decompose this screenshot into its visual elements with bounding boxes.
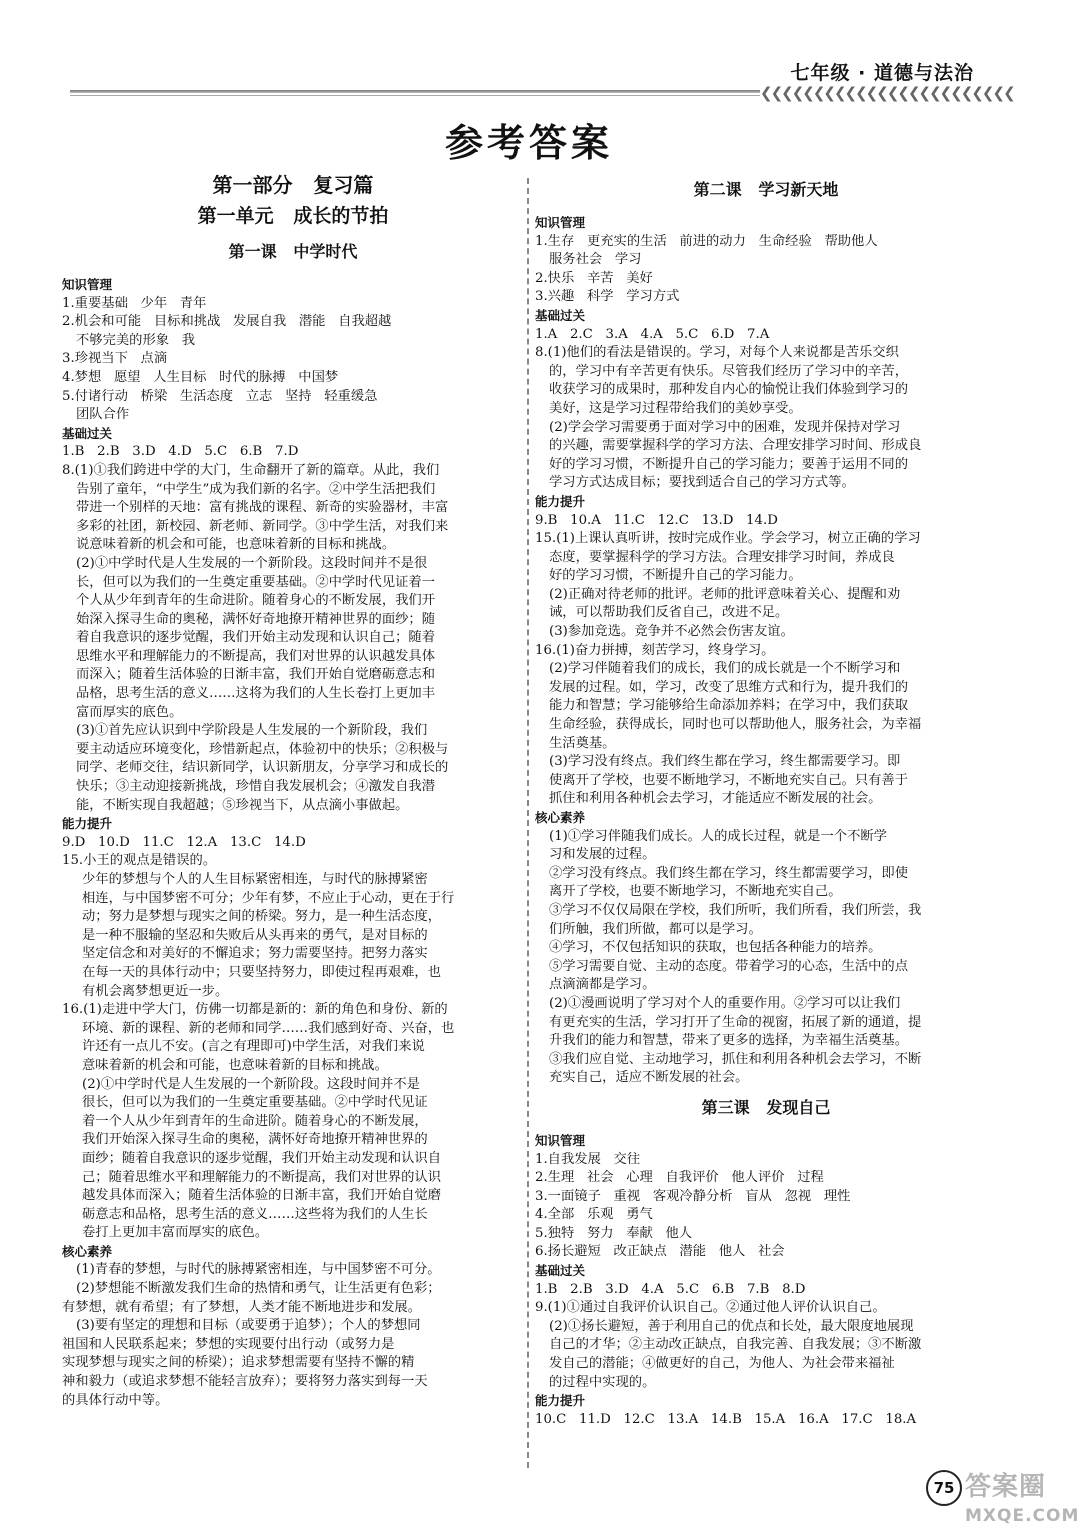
answer-line: 的具体行动中等。	[62, 1392, 169, 1408]
watermark-logo	[965, 1470, 1079, 1536]
answer-line: (2)学会学习需要勇于面对学习中的困难，发现并保持对学习	[549, 419, 901, 435]
answer-line: 诫，可以帮助我们反省自己，改进不足。	[549, 605, 789, 621]
page-number: 75	[926, 1470, 962, 1506]
answer-line: 15.(1)上课认真听讲，按时完成作业。学会学习，树立正确的学习	[535, 531, 921, 547]
answer-line: 8.(1)他们的看法是错误的。学习，对每个人来说都是苦乐交织	[535, 345, 899, 361]
answer-line: 少年的梦想与个人的人生目标紧密相连，与时代的脉搏紧密	[82, 872, 428, 887]
answer-line: 抓住和利用各种机会去学习，才能适应不断发展的社会。	[549, 791, 882, 807]
answer-line: 长，但可以为我们的一生奠定重要基础。②中学时代见证着一	[76, 574, 436, 590]
header-subject: 七年级 · 道德与法治	[790, 62, 974, 84]
answer-line: 1.自我发展 交往	[535, 1151, 641, 1167]
answer-line: (2)①漫画说明了学习对个人的重要作用。②学习可以让我们	[549, 995, 901, 1011]
header-chevrons: ❮❮❮❮❮❮❮❮❮❮❮❮❮❮❮❮❮❮❮❮❮❮❮❮	[760, 84, 1014, 102]
section-label: 基础过关	[535, 1263, 586, 1279]
answer-line: 9.B 10.A 11.C 12.C 13.D 14.D	[535, 512, 778, 528]
answer-line: 使离开了学校，也要不断地学习，不断地充实自己。只有善于	[549, 772, 909, 788]
section-label: 知识管理	[62, 277, 113, 292]
answer-line: 着一个人从少年到青年的生命进阶。随着身心的不断发展，	[82, 1113, 428, 1129]
answer-line: 态度，要掌握科学的学习方法。合理安排学习时间，养成良	[549, 549, 895, 565]
right-column	[535, 170, 997, 1429]
answer-line: 发自己的潜能；④做更好的自己，为他人、为社会带来福祉	[549, 1356, 895, 1372]
answer-line: 在每一天的具体行动中；只要坚持努力，即使过程再艰难，也	[82, 964, 442, 980]
answer-line: 1.生存 更充实的生活 前进的动力 生命经验 帮助他人	[535, 233, 878, 249]
answer-line: 4.梦想 愿望 人生目标 时代的脉搏 中国梦	[62, 369, 339, 385]
section-label: 基础过关	[535, 307, 586, 323]
answer-line: 16.(1)走进中学大门，仿佛一切都是新的：新的角色和身份、新的	[62, 1002, 448, 1018]
column-divider	[527, 178, 529, 1468]
answer-line: 2.快乐 辛苦 美好	[535, 270, 653, 286]
answer-line: 5.独特 努力 奉献 他人	[535, 1225, 693, 1241]
answer-line: 习和发展的过程。	[549, 847, 656, 863]
answer-line: 3.一面镜子 重视 客观冷静分析 盲从 忽视 理性	[535, 1188, 851, 1204]
unit-heading: 第一单元 成长的节拍	[197, 205, 389, 227]
answer-line: 充实自己，适应不断发展的社会。	[549, 1070, 749, 1086]
answer-line: 2.生理 社会 心理 自我评价 他人评价 过程	[535, 1170, 824, 1186]
answer-line: 坚定信念和对美好的不懈追求；努力需要坚持。把努力落实	[82, 946, 428, 962]
answer-line: 能力和智慧；学习能够给生命添加养料；在学习中，我们获取	[549, 698, 909, 714]
answer-line: 个人从少年到青年的生命进阶。随着身心的不断发展，我们开	[76, 593, 436, 609]
section-label: 能力提升	[62, 816, 113, 832]
answer-line: (3)要有坚定的理想和目标（或要勇于追梦）；个人的梦想同	[76, 1318, 421, 1334]
answer-line: 9.D 10.D 11.C 12.A 13.C 14.D	[62, 834, 306, 850]
part-heading: 第一部分 复习篇	[212, 173, 374, 197]
answer-line: 能，不断实现自我超越；⑤珍视当下，从点滴小事做起。	[76, 797, 409, 813]
answer-line: 4.全部 乐观 勇气	[535, 1207, 653, 1223]
header-rule	[70, 90, 760, 93]
answer-line: 点滴滴都是学习。	[549, 977, 656, 993]
answer-line: 快乐；③主动迎接新挑战，珍惜自我发展机会；④激发自我潜	[76, 779, 436, 795]
answer-line: 是一种不服输的坚忍和失败后从头再来的勇气，是对目标的	[82, 927, 428, 943]
answer-line: 1.B 2.B 3.D 4.D 5.C 6.B 7.D	[62, 444, 299, 460]
answer-line: 神和毅力（或追求梦想不能轻言放弃）；要将努力落实到每一天	[62, 1374, 428, 1390]
watermark-url: MXQE.COM	[965, 1506, 1079, 1526]
answer-line: 9.(1)①通过自我评价认识自己。②通过他人评价认识自己。	[535, 1300, 886, 1316]
answer-line: (3)学习没有终点。我们终生都在学习，终生都需要学习。即	[549, 754, 901, 770]
answer-line: 实现梦想与现实之间的桥梁）；追求梦想需要有坚持不懈的精	[62, 1355, 415, 1371]
answer-line: 而深入；随着生活体验的日渐丰富，我们开始自觉磨砺意志和	[76, 667, 436, 683]
answer-line: 砺意志和品格，思考生活的意义……这些将为我们的人生长	[82, 1206, 428, 1222]
answer-line: 思维水平和理解能力的不断提高，我们对世界的认识越发具体	[76, 648, 436, 664]
lesson-heading: 第三课 发现自己	[701, 1097, 831, 1117]
answer-line: 富而厚实的底色。	[76, 704, 183, 720]
answer-line: 我们开始深入探寻生命的奥秘，满怀好奇地撩开精神世界的	[82, 1132, 428, 1148]
section-label: 能力提升	[535, 493, 586, 509]
answer-line: (2)正确对待老师的批评。老师的批评意味着关心、提醒和劝	[549, 586, 901, 602]
answer-line: 16.(1)奋力拼搏，刻苦学习，终身学习。	[535, 642, 775, 658]
answer-line: ②学习没有终点。我们终生都在学习，终生都需要学习，即使	[549, 865, 909, 881]
section-label: 核心素养	[62, 1243, 113, 1259]
answer-line: 服务社会 学习	[549, 252, 642, 268]
answer-line: (3)①首先应认识到中学阶段是人生发展的一个新阶段，我们	[76, 723, 428, 739]
answer-line: 同学、老师交往，结识新同学，认识新朋友，分享学习和成长的	[76, 760, 449, 776]
answer-line: 有机会离梦想更近一步。	[82, 983, 229, 999]
answer-line: 多彩的社团，新校园、新老师、新同学。③中学生活，对我们来	[76, 518, 449, 534]
answer-line: 2.机会和可能 目标和挑战 发展自我 潜能 自我超越	[62, 314, 392, 330]
answer-line: 8.(1)①我们跨进中学的大门，生命翻开了新的篇章。从此，我们	[62, 462, 440, 478]
answer-line: 不够完美的形象 我	[76, 332, 196, 348]
answer-line: 10.C 11.D 12.C 13.A 14.B 15.A 16.A 17.C 18.A	[535, 1411, 917, 1427]
answer-line: 自己的才华；②主动改正缺点，自我完善、自我发展；③不断激	[549, 1337, 922, 1353]
answer-line: 说意味着新的机会和可能，也意味着新的目标和挑战。	[76, 537, 396, 553]
section-label: 知识管理	[535, 215, 586, 230]
answer-line: ③我们应自觉、主动地学习，抓住和利用各种机会去学习，不断	[549, 1051, 922, 1067]
answer-line: 团队合作	[76, 407, 130, 423]
answer-line: 升我们的能力和智慧，带来了更多的选择，为幸福生活奠基。	[549, 1033, 909, 1049]
answer-line: 生活奠基。	[549, 735, 616, 751]
answer-line: 3.兴趣 科学 学习方式	[535, 289, 680, 305]
answer-line: 许还有一点儿不安。(言之有理即可)中学生活，对我们来说	[82, 1039, 425, 1055]
watermark-text: 答案圈	[965, 1472, 1047, 1502]
answer-line: 1.重要基础 少年 青年	[62, 295, 207, 311]
answer-line: 收获学习的成果时，那种发自内心的愉悦让我们体验到学习的	[549, 382, 909, 398]
answer-line: 好的学习习惯，不断提升自己的学习能力；要善于运用不同的	[549, 456, 909, 472]
answer-line: (2)①中学时代是人生发展的一个新阶段。这段时间并不是很	[76, 555, 428, 571]
answer-line: 带进一个别样的天地：富有挑战的课程、新奇的实验器材，丰富	[76, 500, 449, 516]
answer-line: (2)①扬长避短，善于利用自己的优点和长处，最大限度地展现	[549, 1318, 914, 1334]
answer-line: 很长，但可以为我们的一生奠定重要基础。②中学时代见证	[82, 1095, 428, 1111]
page-title: 参考答案	[444, 121, 613, 165]
answer-line: (2)梦想能不断激发我们生命的热情和勇气，让生活更有色彩；	[76, 1281, 441, 1297]
answer-line: 要主动适应环境变化，珍惜新起点，体验初中的快乐；②积极与	[76, 741, 449, 757]
answer-line: 有梦想，就有希望；有了梦想，人类才能不断地进步和发展。	[62, 1299, 422, 1315]
answer-line: 5.付诸行动 桥梁 生活态度 立志 坚持 轻重缓急	[62, 388, 378, 404]
answer-line: (2)①中学时代是人生发展的一个新阶段。这段时间并不是	[82, 1076, 420, 1092]
answer-line: 生命经验，获得成长，同时也可以帮助他人，服务社会，为幸福	[549, 717, 922, 733]
answer-line: 15.小王的观点是错误的。	[62, 853, 217, 869]
answer-line: 发展的过程。如，学习，改变了思维方式和行为，提升我们的	[549, 679, 909, 695]
answer-line: ⑤学习需要自觉、主动的态度。带着学习的心态，生活中的点	[549, 958, 909, 974]
answer-line: 有更充实的生活，学习打开了生命的视窗，拓展了新的通道，提	[549, 1014, 922, 1030]
answer-line: 环境、新的课程、新的老师和同学……我们感到好奇、兴奋，也	[82, 1020, 455, 1036]
section-label: 能力提升	[535, 1393, 586, 1409]
answer-line: 面纱；随着自我意识的逐步觉醒，我们开始主动发现和认识自	[82, 1150, 442, 1166]
header-rule-thin	[70, 95, 760, 96]
answer-line: 动；努力是梦想与现实之间的桥梁。努力，是一种生活态度，	[82, 909, 442, 925]
answer-line: 离开了学校，也要不断地学习，不断地充实自己。	[549, 884, 842, 900]
answer-line: 越发具体而深入；随着生活体验的日渐丰富，我们开始自觉磨	[82, 1188, 442, 1204]
section-label: 核心素养	[535, 810, 586, 825]
left-column	[62, 170, 524, 1410]
answer-line: 着自我意识的逐步觉醒，我们开始主动发现和认识自己；随着	[76, 630, 436, 646]
answer-line: (1)青春的梦想，与时代的脉搏紧密相连，与中国梦密不可分。	[76, 1262, 441, 1278]
answer-line: 己；随着思维水平和理解能力的不断提高，我们对世界的认识	[82, 1169, 442, 1185]
section-label: 基础过关	[62, 425, 113, 441]
answer-line: (2)学习伴随着我们的成长，我们的成长就是一个不断学习和	[549, 661, 901, 677]
answer-line: 们所触，我们所做，都可以是学习。	[549, 921, 762, 937]
answer-line: 的过程中实现的。	[549, 1374, 656, 1390]
answer-line: 祖国和人民联系起来；梦想的实现要付出行动（或努力是	[62, 1336, 395, 1352]
answer-line: ③学习不仅仅局限在学校，我们所听，我们所看，我们所尝，我	[549, 902, 922, 918]
answer-line: 学习方式达成目标；要找到适合自己的学习方式等。	[549, 475, 855, 491]
lesson-heading: 第二课 学习新天地	[693, 180, 839, 199]
answer-line: ④学习，不仅包括知识的获取，也包括各种能力的培养。	[549, 940, 882, 956]
answer-line: 相连，与中国梦密不可分；少年有梦，不应止于心动，更在于行	[82, 890, 455, 906]
answer-line: 6.扬长避短 改正缺点 潜能 他人 社会	[535, 1244, 785, 1260]
answer-line: 的，学习中有辛苦更有快乐。尽管我们经历了学习中的辛苦，	[549, 363, 909, 379]
answer-line: 始深入探寻生命的奥秘，满怀好奇地撩开精神世界的面纱；随	[76, 611, 436, 627]
answer-line: 卷打上更加丰富而厚实的底色。	[82, 1225, 269, 1241]
lesson-heading: 第一课 中学时代	[228, 242, 358, 261]
answer-line: (1)①学习伴随我们成长。人的成长过程，就是一个不断学	[549, 828, 887, 844]
answer-line: 1.B 2.B 3.D 4.A 5.C 6.B 7.B 8.D	[535, 1281, 806, 1297]
section-label: 知识管理	[535, 1132, 586, 1148]
answer-line: 品格，思考生活的意义……这将为我们的人生长卷打上更加丰	[76, 686, 436, 702]
answer-line: 的兴趣，需要掌握科学的学习方法、合理安排学习时间、形成良	[549, 438, 922, 454]
answer-line: 意味着新的机会和可能，也意味着新的目标和挑战。	[82, 1057, 388, 1073]
answer-line: 告别了童年，“中学生”成为我们新的名字。②中学生活把我们	[76, 481, 436, 497]
answer-line: 3.珍视当下 点滴	[62, 351, 168, 367]
answer-line: 美好，这是学习过程带给我们的美妙享受。	[549, 400, 802, 416]
answer-line: 好的学习习惯，不断提升自己的学习能力。	[549, 568, 802, 584]
answer-line: (3)参加竞选。竞争并不必然会伤害友谊。	[549, 624, 794, 640]
answer-line: 1.A 2.C 3.A 4.A 5.C 6.D 7.A	[535, 326, 770, 342]
